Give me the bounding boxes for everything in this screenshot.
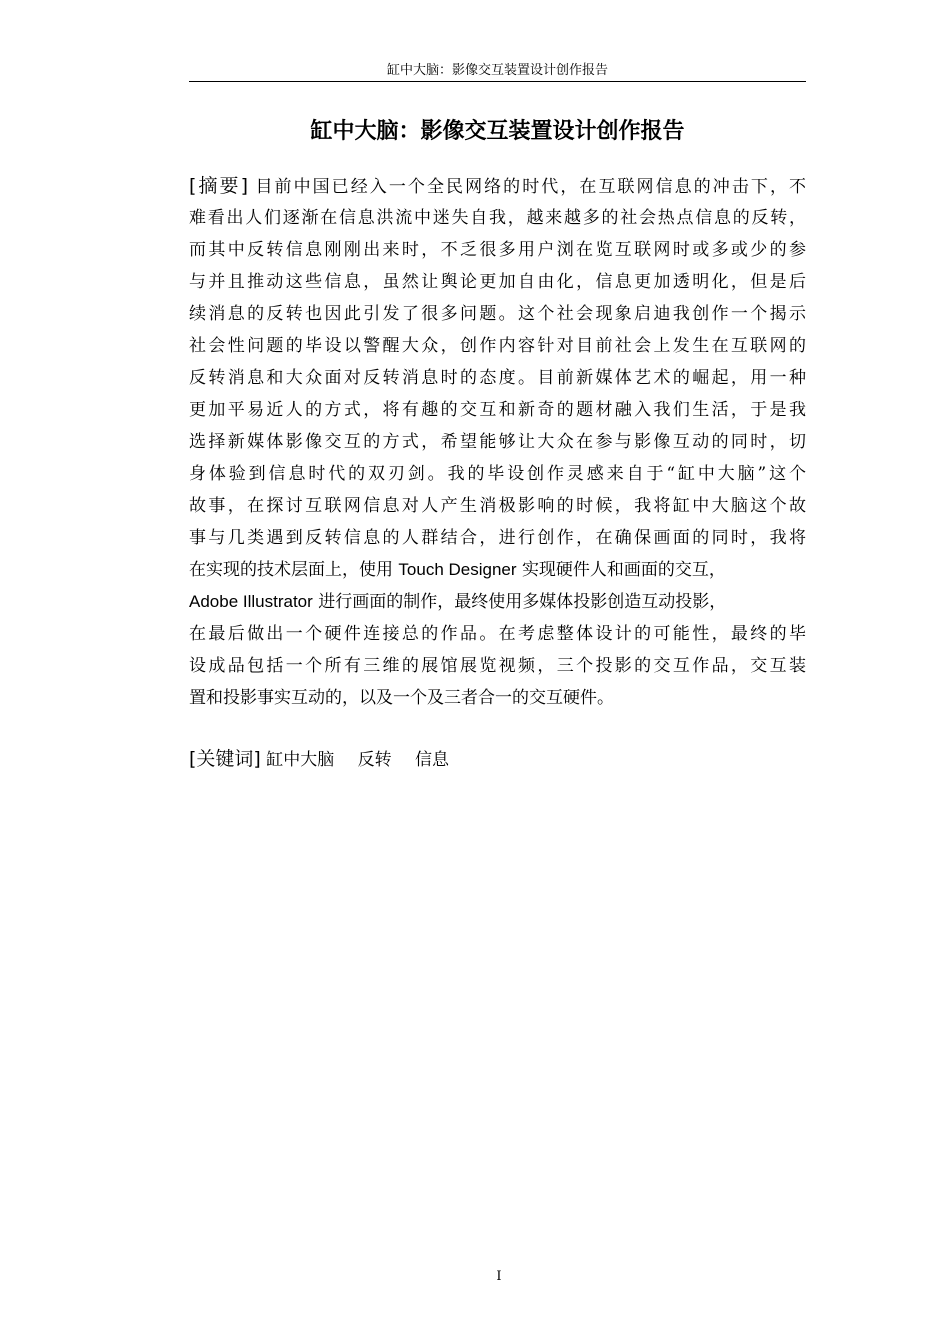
abstract-line: 身体验到信息时代的双刃剑。我的毕设创作灵感来自于“缸中大脑”这个 [189, 464, 806, 484]
keyword: 信息 [415, 750, 450, 770]
keywords-label: [关键词] [189, 748, 261, 770]
running-header: 缸中大脑：影像交互装置设计创作报告 [386, 63, 608, 78]
abstract-line: 与并且推动这些信息，虽然让舆论更加自由化，信息更加透明化，但是后 [189, 272, 806, 292]
abstract-line: 社会性问题的毕设以警醒大众，创作内容针对目前社会上发生在互联网的 [189, 336, 806, 356]
abstract-label: [摘要] [189, 175, 248, 197]
abstract-text: 在实现的技术层面上，使用 [189, 560, 393, 580]
abstract-line: 选择新媒体影像交互的方式，希望能够让大众在参与影像互动的同时，切 [189, 432, 806, 452]
abstract [189, 170, 819, 714]
software-name: Adobe Illustrator [189, 592, 313, 611]
page-title: 缸中大脑：影像交互装置设计创作报告 [310, 119, 685, 144]
abstract-line: 事与几类遇到反转信息的人群结合，进行创作，在确保画面的同时，我将 [189, 528, 806, 548]
abstract-line [189, 586, 819, 618]
abstract-text: 进行画面的制作，最终使用多媒体投影创造互动投影， [318, 592, 727, 612]
abstract-text: 实现硬件人和画面的交互， [521, 560, 726, 580]
abstract-line: 设成品包括一个所有三维的展馆展览视频，三个投影的交互作品，交互装 [189, 656, 806, 676]
page-number: I [496, 1269, 502, 1284]
abstract-line: 故事，在探讨互联网信息对人产生消极影响的时候，我将缸中大脑这个故 [189, 496, 806, 516]
abstract-line [189, 554, 819, 586]
software-name: Touch Designer [398, 560, 517, 579]
keyword: 反转 [357, 750, 392, 770]
abstract-line: 难看出人们逐渐在信息洪流中迷失自我，越来越多的社会热点信息的反转， [189, 208, 806, 228]
abstract-text: 目前中国已经入一个全民网络的时代，在互联网信息的冲击下，不 [248, 177, 807, 197]
abstract-line: 续消息的反转也因此引发了很多问题。这个社会现象启迪我创作一个揭示 [189, 304, 806, 324]
abstract-line: 置和投影事实互动的，以及一个及三者合一的交互硬件。 [189, 688, 614, 708]
keyword: 缸中大脑 [266, 750, 335, 770]
abstract-line: 而其中反转信息刚刚出来时，不乏很多用户浏在览互联网时或多或少的参 [189, 240, 806, 260]
header-rule [189, 81, 806, 82]
keywords [189, 743, 467, 775]
abstract-line [189, 170, 806, 202]
abstract-line: 更加平易近人的方式，将有趣的交互和新奇的题材融入我们生活，于是我 [189, 400, 806, 420]
abstract-line: 反转消息和大众面对反转消息时的态度。目前新媒体艺术的崛起，用一种 [189, 368, 806, 388]
abstract-line: 在最后做出一个硬件连接总的作品。在考虑整体设计的可能性，最终的毕 [189, 624, 806, 644]
